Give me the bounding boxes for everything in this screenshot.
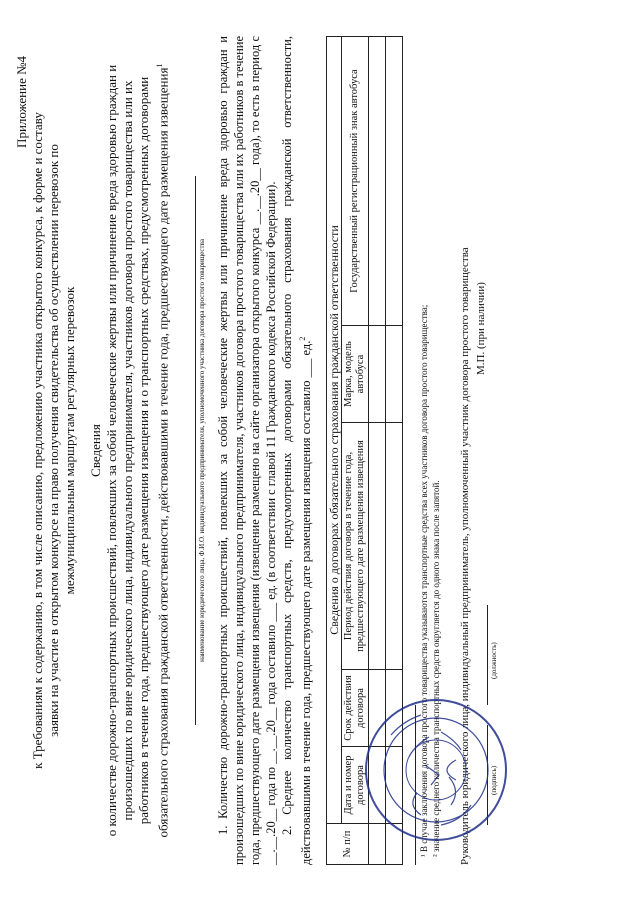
insurance-table <box>326 36 403 865</box>
head-label: Руководитель юридического лица, индивидуальный предприниматель, уполномоченный участник договора простого товарищества <box>459 247 472 865</box>
seal-placeholder-label: М.П. (при наличии) <box>475 282 488 375</box>
table-group-header: Сведения о договорах обязательного страхования гражданской ответственности <box>327 37 342 824</box>
paragraph-2 <box>279 36 314 865</box>
table-cell <box>386 670 403 747</box>
col-reg-sign-header: Государственный регистрационный знак автобуса <box>342 37 369 326</box>
table-cell <box>386 37 403 326</box>
table-cell <box>369 326 386 423</box>
appendix-label: Приложение №4 <box>14 56 29 148</box>
name-fill-line <box>193 176 196 725</box>
document-heading: Сведения <box>88 424 103 477</box>
footnote-2: ² значение среднего количества транспортных средств округляется до одного знака после запятой. <box>431 480 442 857</box>
table-cell <box>386 747 403 824</box>
name-caption: наименование юридического лица, Ф.И.О. индивидуального предпринимателя, уполномоченного участника договора простого товарищества <box>198 239 207 662</box>
paragraph-1: 1. Количество дорожно-транспортных происшествий, повлекших за собой человеческие жертвы или причинение вреда здоровью граждан и произошедших по вине юридического лица, индивидуального предпринимателя, участников договора простого товарищества или их работников в течение года, предшествующего дате размещения извещения (извещение размещено на сайте организатора открытого конкурса __.__.20__ года), то есть в период с __.__.20__ года по __.__.20__ года составило ___ ед. (в соответствии с главой 11 Гражданского кодекса Российской Федерации). <box>216 36 279 865</box>
table-cell <box>369 37 386 326</box>
position-caption: (должность) <box>490 642 499 679</box>
table-cell <box>386 824 403 865</box>
col-num-header: № п/п <box>327 824 369 865</box>
table-cell <box>369 747 386 824</box>
table-cell <box>369 423 386 670</box>
position-line <box>487 605 488 705</box>
table-cell <box>369 670 386 747</box>
table-cell <box>369 824 386 865</box>
table-row <box>386 37 403 865</box>
col-period-header: Период действия договора в течение года, предшествующего дате размещения извещения <box>342 423 369 670</box>
paragraph-2-text: 2. Среднее количество транспортных средств, предусмотренных договорами обязательного страхования гражданской ответственности, действовавшими в течение года, предшествующего дате размещения извещения составило ___ ед. <box>280 36 314 865</box>
appendix-subtitle: к Требованиям к содержанию, в том числе описанию, предложению участника открытого конкурса, к форме и составу заявки на участие в открытом конкурсе на право получения свидетельства об осуществлении перевозок по межмуниципальным маршрутам регулярных перевозок <box>30 112 77 769</box>
col-date-number-header: Дата и номер договора <box>342 747 369 824</box>
footnote-1: ¹ В случае заключения договора простого товарищества указываются транспортные средства всех участников договора простого товарищества; <box>419 304 430 857</box>
heading-body-text: о количестве дорожно-транспортных происшествий, повлекших за собой человеческие жертвы или причинение вреда здоровью граждан и произошедших по вине юридического лица, индивидуального предпринимателя, участников договора простого товарищества или их работников в течение года, предшествующего дате размещения извещения и о транспортных средствах, предусмотренных договорами обязательного страхования гражданской ответственности, действовавшими в течение года, предшествующего дате размещения извещения <box>104 64 171 838</box>
footnote-ref-2: 2 <box>298 336 308 341</box>
signature-caption: (подпись) <box>490 765 499 795</box>
footnote-divider <box>415 705 416 865</box>
document-heading-body <box>104 56 171 845</box>
table-row <box>369 37 386 865</box>
col-brand-model-header: Марка, модель автобуса <box>342 326 369 423</box>
table-cell <box>386 423 403 670</box>
signature-line <box>487 725 488 825</box>
table-cell <box>386 326 403 423</box>
footer-signature-area <box>409 36 519 865</box>
footnote-ref-1: 1 <box>155 63 164 68</box>
col-term-header: Срок действия договора <box>342 670 369 747</box>
